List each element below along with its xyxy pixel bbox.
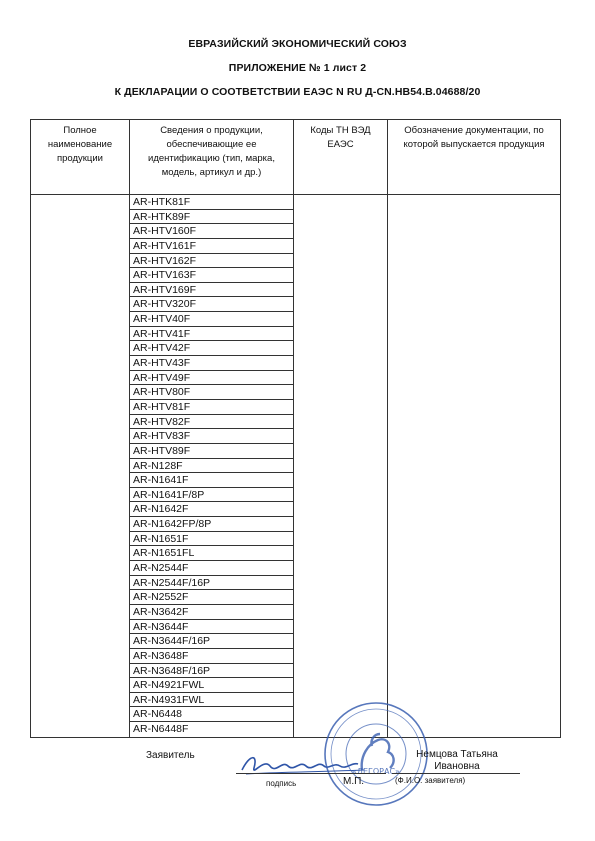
model-item: AR-HTV49F	[130, 371, 293, 386]
model-item: AR-HTV89F	[130, 444, 293, 459]
table-row	[31, 195, 561, 738]
model-item: AR-HTV41F	[130, 327, 293, 342]
model-item: AR-N3644F/16P	[130, 634, 293, 649]
model-item: AR-N4931FWL	[130, 693, 293, 708]
model-item: AR-N1642FP/8P	[130, 517, 293, 532]
union-title: ЕВРАЗИЙСКИЙ ЭКОНОМИЧЕСКИЙ СОЮЗ	[188, 38, 407, 50]
model-item: AR-N1651F	[130, 532, 293, 547]
models-cell	[130, 195, 294, 738]
model-item: AR-N2544F	[130, 561, 293, 576]
model-item: AR-HTV81F	[130, 400, 293, 415]
model-item: AR-HTV161F	[130, 239, 293, 254]
model-item: AR-N1641F/8P	[130, 488, 293, 503]
model-item: AR-HTV160F	[130, 224, 293, 239]
model-list	[130, 195, 293, 737]
model-item: AR-N1642F	[130, 502, 293, 517]
signature-caption: подпись	[266, 779, 297, 788]
model-item: AR-N3644F	[130, 620, 293, 635]
model-item: AR-N1651FL	[130, 546, 293, 561]
model-item: AR-HTV169F	[130, 283, 293, 298]
model-item: AR-N3642F	[130, 605, 293, 620]
model-item: AR-N1641F	[130, 473, 293, 488]
model-item: AR-N2552F	[130, 590, 293, 605]
codes-cell	[294, 195, 388, 738]
signature-line	[236, 773, 386, 774]
column-header-identification: Сведения о продукции, обеспечивающие ее идентификацию (тип, марка, модель, артикул и др.)	[130, 120, 294, 195]
product-name-cell	[31, 195, 130, 738]
name-line	[392, 773, 520, 774]
column-header-name: Полное наименование продукции	[31, 120, 130, 195]
table-header-row	[31, 120, 561, 195]
model-item: AR-N3648F	[130, 649, 293, 664]
applicant-label: Заявитель	[146, 750, 195, 761]
appendix-title: ПРИЛОЖЕНИЕ № 1 лист 2	[228, 62, 367, 74]
column-header-documentation: Обозначение документации, по которой выпускается продукция	[388, 120, 561, 195]
model-item: AR-N6448F	[133, 723, 189, 736]
applicant-name-line2: Ивановна	[434, 761, 480, 772]
model-item: AR-HTV40F	[130, 312, 293, 327]
model-item: AR-N6448	[130, 707, 293, 722]
model-item: AR-HTV162F	[130, 254, 293, 269]
applicant-name	[403, 749, 511, 773]
applicant-name-line1: Немцова Татьяна	[416, 749, 498, 760]
model-item: AR-N2544F/16P	[130, 576, 293, 591]
model-item: AR-HTV163F	[130, 268, 293, 283]
model-item: AR-N128F	[130, 459, 293, 474]
column-header-tn-ved-codes: Коды ТН ВЭД ЕАЭС	[294, 120, 388, 195]
svg-text:«ЛЕГОРАС»: «ЛЕГОРАС»	[352, 767, 400, 776]
model-item: AR-N3648F/16P	[130, 664, 293, 679]
model-item: AR-HTK89F	[130, 210, 293, 225]
product-table	[30, 119, 561, 738]
model-item: AR-HTV320F	[130, 297, 293, 312]
model-item: AR-HTK81F	[130, 195, 293, 210]
declaration-title: К ДЕКЛАРАЦИИ О СООТВЕТСТВИИ ЕАЭС N RU Д-CN.НВ54.В.04688/20	[114, 86, 481, 98]
model-item: AR-N4921FWL	[130, 678, 293, 693]
model-item: AR-HTV42F	[130, 341, 293, 356]
seal-label: М.П.	[343, 776, 365, 787]
documentation-cell	[388, 195, 561, 738]
model-item: AR-HTV43F	[130, 356, 293, 371]
fio-caption: (Ф.И.О. заявителя)	[395, 776, 466, 785]
model-item: AR-HTV80F	[130, 385, 293, 400]
model-item: AR-HTV83F	[130, 429, 293, 444]
model-item: AR-HTV82F	[130, 415, 293, 430]
